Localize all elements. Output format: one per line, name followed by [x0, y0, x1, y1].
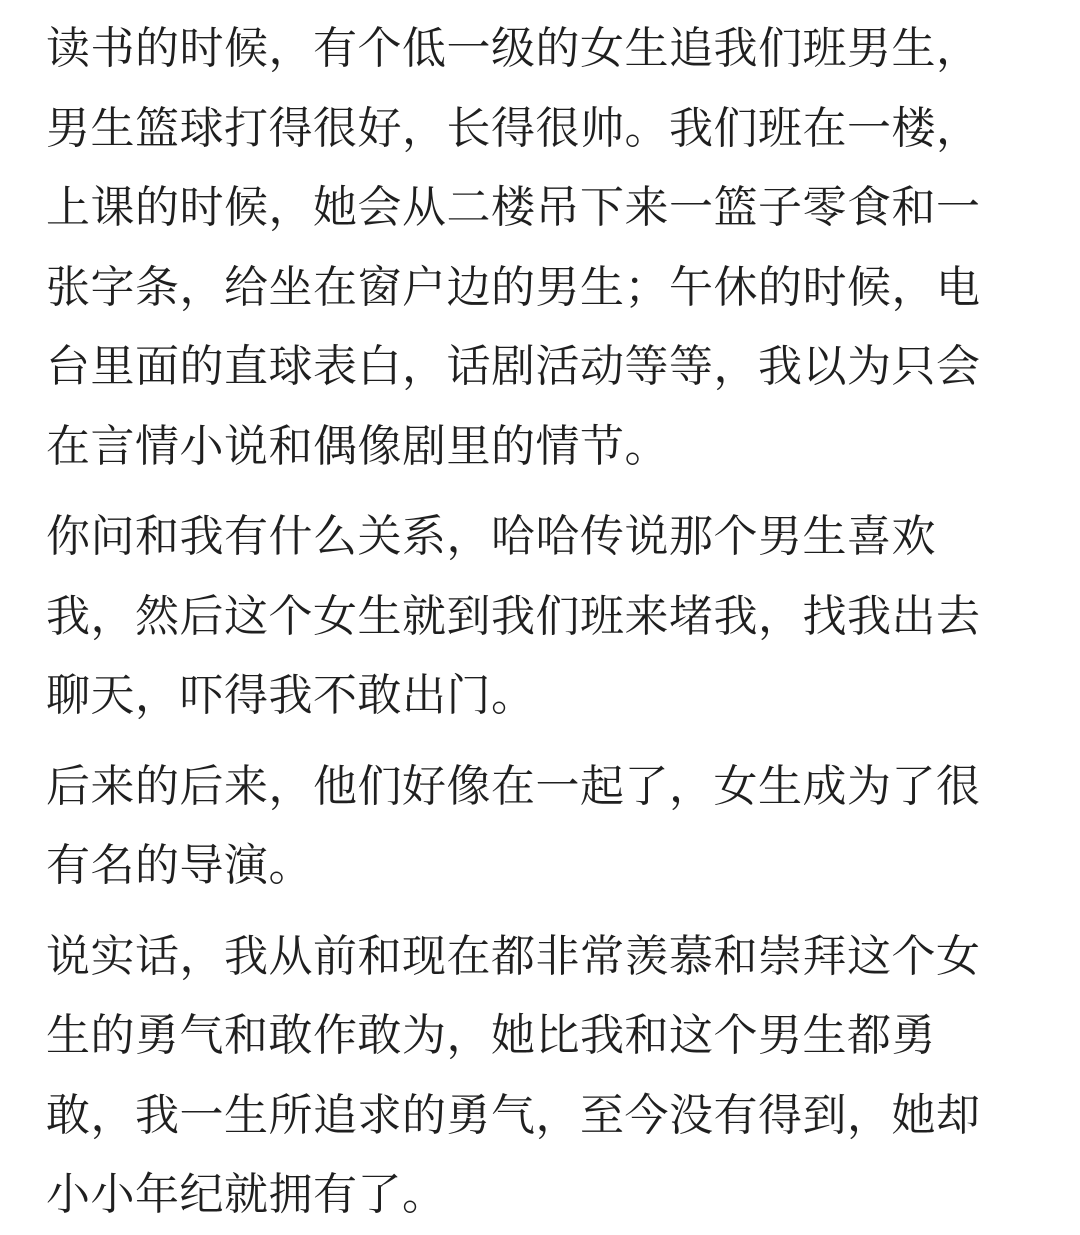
text-line: 敢，我一生所追求的勇气，至今没有得到，她却 [46, 1089, 981, 1141]
text-line: 张字条，给坐在窗户边的男生；午休的时候，电 [46, 261, 981, 313]
article-body [0, 9, 1080, 1235]
text-line: 说实话，我从前和现在都非常羡慕和崇拜这个女 [46, 930, 981, 982]
text-line: 在言情小说和偶像剧里的情节。 [46, 420, 669, 472]
text-line: 上课的时候，她会从二楼吊下来一篮子零食和一 [46, 182, 981, 233]
text-line: 后来的后来，他们好像在一起了，女生成为了很 [46, 760, 981, 812]
paragraph-3 [46, 747, 1080, 906]
text-line: 我，然后这个女生就到我们班来堵我，找我出去 [46, 590, 981, 642]
text-line: 台里面的直球表白，话剧活动等等，我以为只会 [46, 341, 981, 392]
text-line: 小小年纪就拥有了。 [46, 1169, 447, 1220]
text-line: 生的勇气和敢作敢为，她比我和这个男生都勇 [46, 1010, 936, 1061]
paragraph-4 [46, 917, 1080, 1235]
text-line: 男生篮球打得很好，长得很帅。我们班在一楼， [46, 102, 981, 154]
text-line: 读书的时候，有个低一级的女生追我们班男生， [46, 23, 981, 74]
paragraph-2 [46, 497, 1080, 736]
text-line: 有名的导演。 [46, 840, 313, 891]
text-line: 聊天，吓得我不敢出门。 [46, 670, 536, 721]
text-line: 你问和我有什么关系，哈哈传说那个男生喜欢 [46, 511, 936, 562]
paragraph-1 [46, 9, 1080, 486]
